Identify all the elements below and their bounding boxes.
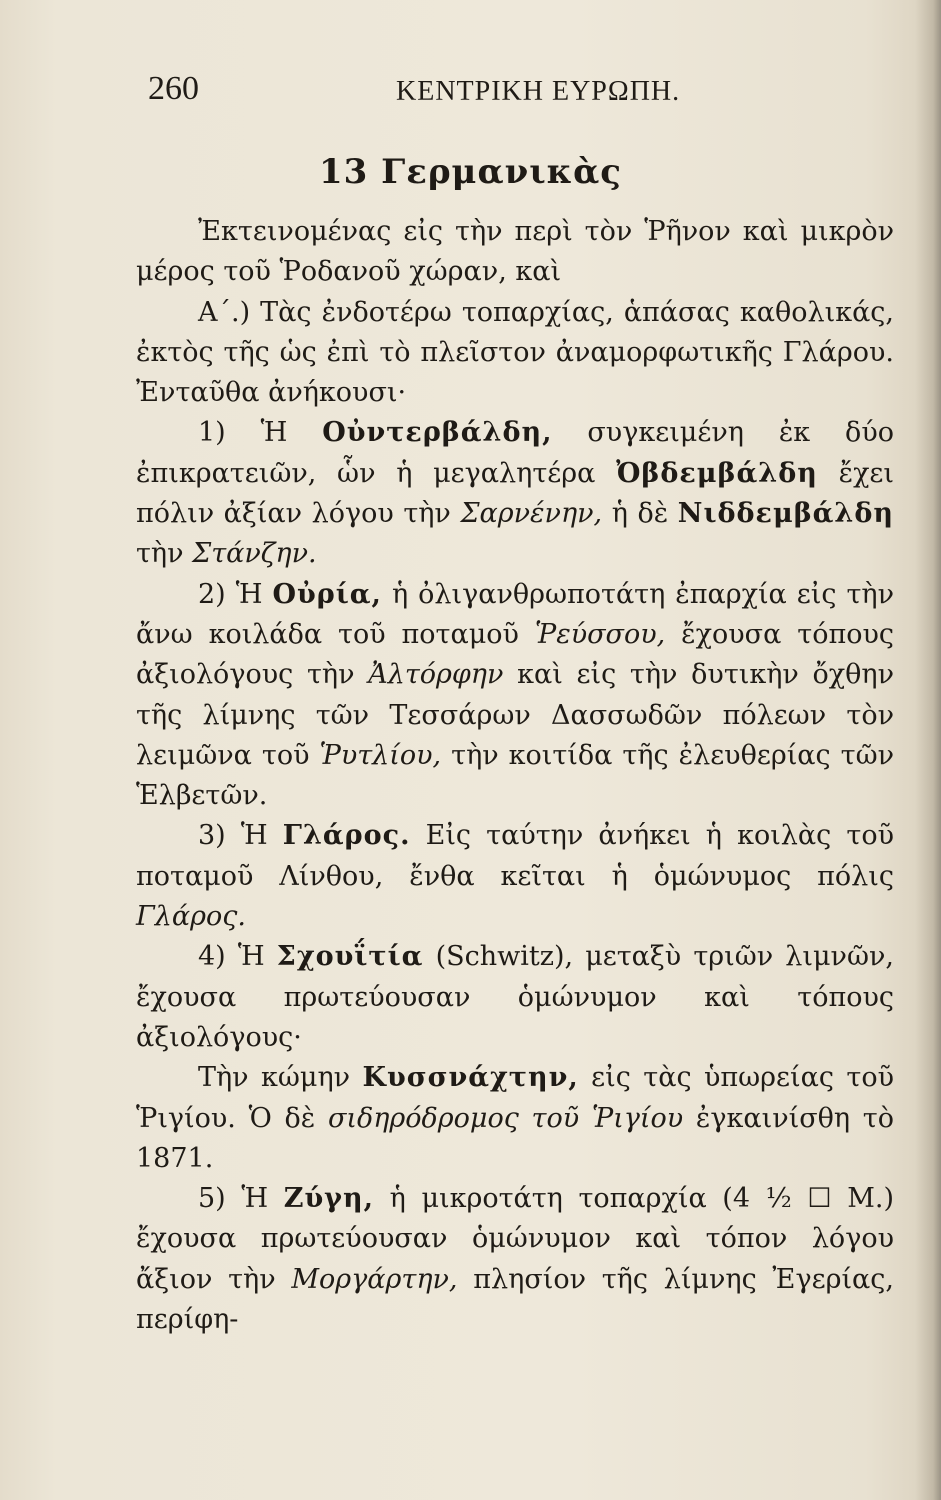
- region-name: Ζύγη,: [283, 1183, 375, 1215]
- item-text: ἡ ὀλιγανθρωποτάτη ἐπαρχία εἰς τὴν ἄνω κοιλάδα τοῦ ποταμοῦ: [136, 578, 894, 650]
- paragraph-kussnacht: [136, 1058, 894, 1179]
- item-text: (Schwitz), μεταξὺ τριῶν λιμνῶν, ἔχουσα πρωτεύουσαν ὁμώνυμον καὶ τόπους ἀξιολόγους·: [136, 941, 894, 1053]
- item-number: 4) Ἡ: [198, 941, 265, 973]
- item-text: τὴν κοιτίδα τῆς ἐλευθερίας τῶν Ἑλβετῶν.: [136, 739, 895, 812]
- item-text: καὶ εἰς τὴν δυτικὴν ὄχθην τῆς λίμνης τῶν Τεσσάρων Δασσωδῶν πόλεων τὸν λειμῶνα τοῦ: [136, 659, 894, 771]
- village-name: Κυσσνάχτην,: [362, 1062, 579, 1094]
- region-name: Γλάρος.: [282, 820, 411, 852]
- page-edge-shadow: [915, 0, 941, 1500]
- city-name: Στάνζην.: [192, 538, 317, 570]
- item-text: Τὴν κώμην: [198, 1062, 351, 1094]
- list-item-1: [136, 413, 894, 574]
- item-number: 5) Ἡ: [198, 1183, 269, 1215]
- railway-name: σιδηρόδρομος τοῦ Ῥιγίου: [327, 1102, 684, 1134]
- item-text: συγκειμένη ἐκ δύο ἐπικρατειῶν, ὧν ἡ μεγαλητέρα: [136, 417, 894, 489]
- city-name: Μοργάρτην,: [291, 1263, 458, 1295]
- list-item-2: [136, 575, 894, 817]
- city-name: Σαρνένην,: [460, 498, 603, 530]
- page-number: 260: [148, 70, 199, 107]
- item-text: ἡ δὲ: [611, 498, 669, 530]
- item-text: ἔχουσα τόπους ἀξιολόγους τὴν: [136, 618, 894, 691]
- item-number: 2) Ἡ: [198, 578, 263, 610]
- running-head: ΚΕΝΤΡΙΚΗ ΕΥΡΩΠΗ.: [396, 76, 681, 107]
- item-text: πλησίον τῆς λίμνης Ἐγερίας, περίφη-: [136, 1263, 894, 1336]
- item-number: 1) Ἡ: [198, 417, 288, 449]
- item-text: ἐγκαινίσθη τὸ 1871.: [136, 1102, 894, 1174]
- paragraph-intro: Ἐκτεινομένας εἰς τὴν περὶ τὸν Ῥῆνον καὶ μικρὸν μέρος τοῦ Ῥοδανοῦ χώραν, καὶ: [136, 216, 894, 288]
- item-text: τὴν: [136, 538, 184, 570]
- item-text: ἡ μικροτάτη τοπαρχία (4 ½ ☐ Μ.) ἔχουσα πρωτεύουσαν ὁμώνυμον καὶ τόπον λόγου ἄξιον τὴν: [136, 1183, 894, 1295]
- region-name: Σχουΐτία: [276, 941, 424, 973]
- city-name: Ἀλτόρφην: [368, 659, 504, 691]
- page-header: [148, 70, 871, 120]
- region-name: Οὐντερβάλδη,: [322, 417, 553, 449]
- item-text: εἰς τὰς ὑπωρείας τοῦ Ῥιγίου. Ὁ δὲ: [136, 1062, 894, 1134]
- body-text: [136, 212, 894, 1340]
- city-name: Γλάρος.: [136, 901, 246, 933]
- paragraph-a: Α΄.) Τὰς ἐνδοτέρω τοπαρχίας, ἁπάσας καθολικάς, ἐκτὸς τῆς ὡς ἐπὶ τὸ πλεῖστον ἀναμορφωτικῆς Γλάρου. Ἐνταῦθα ἀνήκουσι·: [136, 296, 894, 409]
- region-name: Ὀβδεμβάλδη: [616, 457, 818, 489]
- river-name: Ῥεύσσου,: [534, 618, 666, 650]
- region-name: Οὐρία,: [272, 578, 382, 610]
- list-item-3: [136, 816, 894, 937]
- list-item-4: [136, 937, 894, 1058]
- item-text: ἔχει πόλιν ἀξίαν λόγου τὴν: [136, 457, 895, 530]
- section-title: 13 Γερμανικὰς: [318, 152, 622, 192]
- item-number: 3) Ἡ: [198, 820, 268, 852]
- region-name: Νιδδεμβάλδη: [677, 498, 894, 530]
- item-text: Εἰς ταύτην ἀνήκει ἡ κοιλὰς τοῦ ποταμοῦ Λίνθου, ἔνθα κεῖται ἡ ὁμώνυμος πόλις: [136, 820, 895, 892]
- place-name: Ῥυτλίου,: [319, 739, 442, 771]
- list-item-5: [136, 1179, 894, 1340]
